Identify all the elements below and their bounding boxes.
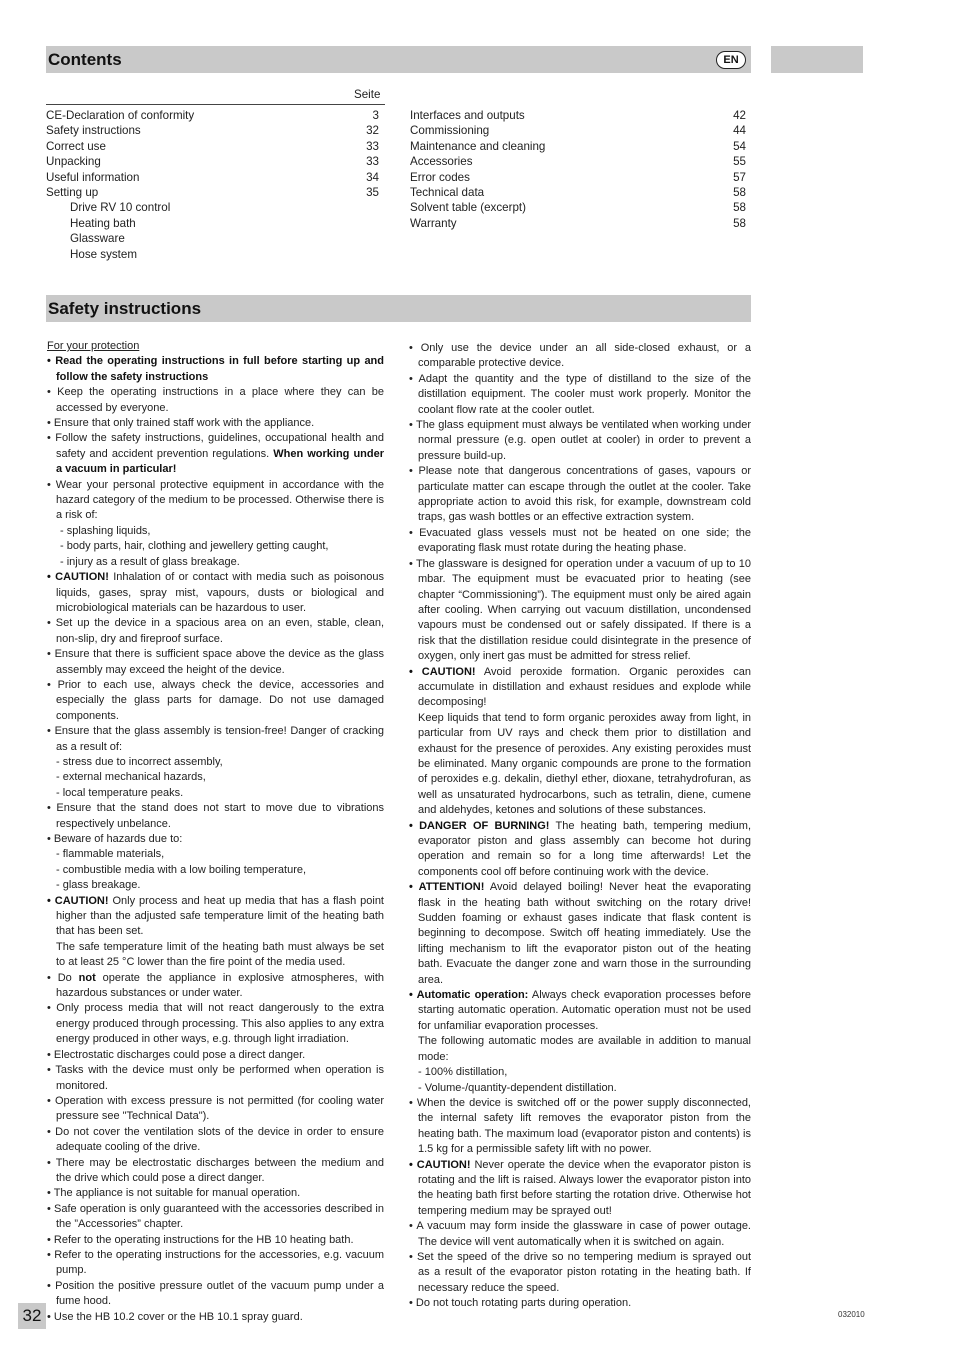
list-item: • Tasks with the device must only be performed when operation is monitored. xyxy=(47,1064,384,1092)
list-item: • Set up the device in a spacious area on an even, stable, clean, non-slip, dry and fireproof surface. xyxy=(47,617,384,645)
list-item: • Evacuated glass vessels must not be heated on one side; the evaporating flask must rotate during the heating phase. xyxy=(409,526,751,555)
language-badge: EN xyxy=(716,51,746,69)
toc-entry[interactable]: Unpacking 33 xyxy=(46,155,379,169)
list-subitem: - body parts, hair, clothing and jewellery getting caught, xyxy=(60,540,329,553)
list-item: • Only use the device under an all side-closed exhaust, or a comparable protective device. xyxy=(409,342,751,370)
list-subitem: - Volume-/quantity-dependent distillation. xyxy=(418,1081,617,1094)
list-subitem: - combustible media with a low boiling temperature, xyxy=(56,863,307,876)
list-item: • Safe operation is only guaranteed with the accessories described in the ”Accessories” chapter. xyxy=(47,1202,384,1231)
contents-title: Contents xyxy=(48,50,122,69)
list-item: • Refer to the operating instructions for the accessories, e.g. vacuum pump. xyxy=(47,1248,384,1277)
list-subitem: - flammable materials, xyxy=(56,848,165,861)
page-number: 32 xyxy=(18,1303,46,1329)
list-subitem: - 100% distillation, xyxy=(418,1066,508,1079)
list-item: • Operation with excess pressure is not permitted (for cooling water pressure see "Technical Data"). xyxy=(47,1094,384,1123)
list-subitem: - local temperature peaks. xyxy=(56,786,184,799)
list-item: • A vacuum may form inside the glassware in case of power outage. The device will vent automatically when it is switched on again. xyxy=(409,1220,751,1248)
contents-header-bar xyxy=(46,46,751,73)
toc-entry[interactable]: Safety instructions 32 xyxy=(46,124,379,138)
toc-left xyxy=(46,108,379,262)
toc-entry[interactable]: Warranty 58 xyxy=(410,216,746,230)
side-tab-bar xyxy=(771,46,863,73)
toc-subentry[interactable]: Heating bath xyxy=(70,216,136,230)
toc-entry[interactable]: Correct use 33 xyxy=(46,139,379,153)
toc-divider xyxy=(46,104,385,105)
list-item: • The glass equipment must always be ventilated when working under normal pressure (e.g. open outlet at cooler) in order to prevent a pressure build-up. xyxy=(409,419,751,462)
toc-right xyxy=(410,108,746,231)
document-code: 032010 xyxy=(838,1310,865,1319)
list-item: • Wear your personal protective equipment in accordance with the hazard category of the medium to be processed. Otherwise there is a risk of: xyxy=(47,478,384,522)
list-item: • Prior to each use, always check the device, accessories and especially the glass parts for damage. Do not use damaged components. xyxy=(47,678,384,722)
list-item: • Position the positive pressure outlet of the vacuum pump under a fume hood. xyxy=(47,1279,384,1308)
list-item: • Refer to the operating instructions for the HB 10 heating bath. xyxy=(47,1233,354,1246)
toc-entry[interactable]: Accessories 55 xyxy=(410,155,746,169)
list-subitem: - injury as a result of glass breakage. xyxy=(60,555,240,568)
list-item: • DANGER OF BURNING! The heating bath, tempering medium, evaporator piston and glass assembly can become hot during operation and remain so for a long time afterwards! Let the components cool off before continuing work with the device. xyxy=(409,819,751,878)
list-item: • Please note that dangerous concentrations of gases, vapours or particulate matter can escape through the outlet at the cooler. Take appropriate action to avoid this risk, for example, downstream cold traps, gas wash bottles or an effective extraction system. xyxy=(409,465,751,524)
toc-entry[interactable]: Interfaces and outputs 42 xyxy=(410,109,746,122)
list-item: • Ensure that the stand does not start to move due to vibrations respectively unbelance. xyxy=(47,802,384,830)
list-item: • The glassware is designed for operation under a vacuum of up to 10 mbar. The equipment must be evacuated prior to heating (see chapter “Commissioning”). The equipment must only be aired again after cooling. When carrying out vacuum distillation, uncondensed vapours must be condensed out or safely dissipated. If there is a risk that the distillation residue could disintegrate in the presence of oxygen, only inert gas must be admitted for stress relief. xyxy=(409,557,751,663)
list-item: • Electrostatic discharges could pose a direct danger. xyxy=(47,1048,306,1061)
list-subitem: - external mechanical hazards, xyxy=(56,771,206,784)
list-item: • CAUTION! Avoid peroxide formation. Organic peroxides can accumulate in distillation and exhaust residues and explode while decomposing! xyxy=(409,665,752,709)
toc-entry[interactable]: Technical data 58 xyxy=(410,186,746,200)
list-item: • The appliance is not suitable for manual operation. xyxy=(47,1187,301,1200)
list-subitem: - glass breakage. xyxy=(56,879,141,892)
list-item: • Beware of hazards due to: xyxy=(47,833,183,845)
toc-subentry[interactable]: Glassware xyxy=(70,232,125,246)
list-item: • Use the HB 10.2 cover or the HB 10.1 spray guard. xyxy=(47,1310,303,1323)
list-paragraph: The safe temperature limit of the heating bath must always be set to at least 25 °C lower than the fire point of the media used. xyxy=(56,940,384,969)
list-item: • Do not operate the appliance in explosive atmospheres, with hazardous substances or under water. xyxy=(47,971,385,1000)
list-item: • CAUTION! Never operate the device when the evaporator piston is rotating and the lift is raised. Always lower the evaporator piston into the heating bath first before starting the rotation drive. Otherwise hot tempering medium may be sprayed out! xyxy=(409,1158,751,1217)
list-paragraph: Keep liquids that tend to form organic peroxides away from light, in particular from UV rays and check them prior to distillation and exhaust for the presence of peroxides. Any existing peroxides must be eliminated. Many organic compounds are prone to the formation of peroxides e.g. dekalin, diethyl ether, dioxane, tetrahydrofuran, as well as unsaturated hydrocarbons, such as tetralin, diene, cumene and aldehydes, ketones and solutions of these substances. xyxy=(418,711,751,817)
seite-label: Seite xyxy=(354,88,381,101)
safety-left-column xyxy=(47,339,384,1325)
toc-entry[interactable]: Maintenance and cleaning 54 xyxy=(410,139,746,153)
list-item: • Ensure that the glass assembly is tension-free! Danger of cracking as a result of: xyxy=(47,725,384,753)
safety-header-bar xyxy=(46,295,751,322)
list-item: • Automatic operation: Always check evaporation processes before starting automatic operation. Automatic operation must not be used for unfamiliar evaporation processes. xyxy=(409,989,751,1032)
list-item: • Do not cover the ventilation slots of the device in order to ensure adequate cooling of the drive. xyxy=(47,1125,384,1154)
toc-entry[interactable]: Useful information 34 xyxy=(46,170,379,184)
list-item: • There may be electrostatic discharges between the medium and the drive which could pose a direct danger. xyxy=(47,1156,384,1184)
list-subitem: - stress due to incorrect assembly, xyxy=(56,755,223,768)
list-item: • Set the speed of the drive so no tempering medium is sprayed out as a result of the evaporator piston rotating in the heating bath. If necessary reduce the speed. xyxy=(409,1250,751,1294)
toc-subentry[interactable]: Drive RV 10 control xyxy=(70,201,171,215)
list-item: • ATTENTION! Avoid delayed boiling! Never heat the evaporating flask in the heating bath without switching on the rotary drive! Sudden foaming or exhaust gases indicate that flask content is beginning to decompose. Switch off heating immediately. Use the lifting mechanism to lift the evaporator piston out of the heating bath. Evacuate the danger zone and warn those in the surrounding area. xyxy=(409,881,752,986)
list-item: • Keep the operating instructions in a place where they can be accessed by everyone. xyxy=(47,386,384,414)
list-item: • Follow the safety instructions, guidelines, occupational health and safety and accident prevention regulations. When working under a vacuum in particular! xyxy=(47,432,384,476)
list-paragraph: The following automatic modes are available in addition to manual mode: xyxy=(418,1035,751,1063)
toc-entry[interactable]: Solvent table (excerpt) 58 xyxy=(410,201,746,215)
list-item: • Do not touch rotating parts during operation. xyxy=(409,1297,632,1310)
list-item: • Only process media that will not react dangerously to the extra energy produced through processing. This also applies to any extra energy produced in other ways, e.g. through light irradiation. xyxy=(47,1002,384,1046)
list-item: • CAUTION! Only process and heat up media that has a flash point higher than the adjusted safe temperature limit of the heating bath that has been set. xyxy=(47,894,384,938)
toc-entry[interactable]: Error codes 57 xyxy=(410,170,746,184)
toc-entry[interactable]: CE-Declaration of conformity 3 xyxy=(46,109,379,122)
list-item: • When the device is switched off or the power supply disconnected, the internal safety lift removes the evaporator piston from the heating bath. The maximum load (evaporator piston and contents) is 1.5 kg for a permissible safety lift with no power. xyxy=(409,1096,751,1156)
subheading: For your protection xyxy=(47,340,140,352)
safety-title: Safety instructions xyxy=(48,299,202,318)
toc-subentry[interactable]: Hose system xyxy=(70,247,138,261)
toc-entry[interactable]: Commissioning 44 xyxy=(410,124,746,138)
list-item: • Adapt the quantity and the type of distilland to the size of the distillation equipment. The cooler must work properly. Monitor the coolant flow rate at the cooler outlet. xyxy=(409,372,751,416)
list-item: • Ensure that there is sufficient space above the device as the glass assembly may exceed the height of the device. xyxy=(47,648,384,676)
list-item: • Read the operating instructions in full before starting up and follow the safety instructions xyxy=(47,355,384,383)
list-item: • CAUTION! Inhalation of or contact with media such as poisonous liquids, gases, spray mist, vapours, dusts or biological and microbiological materials can be hazardous to user. xyxy=(47,571,384,614)
list-item: • Ensure that only trained staff work with the appliance. xyxy=(47,417,315,430)
list-subitem: - splashing liquids, xyxy=(60,524,151,537)
toc-entry[interactable]: Setting up 35 xyxy=(46,186,379,200)
safety-right-column xyxy=(409,341,751,1312)
